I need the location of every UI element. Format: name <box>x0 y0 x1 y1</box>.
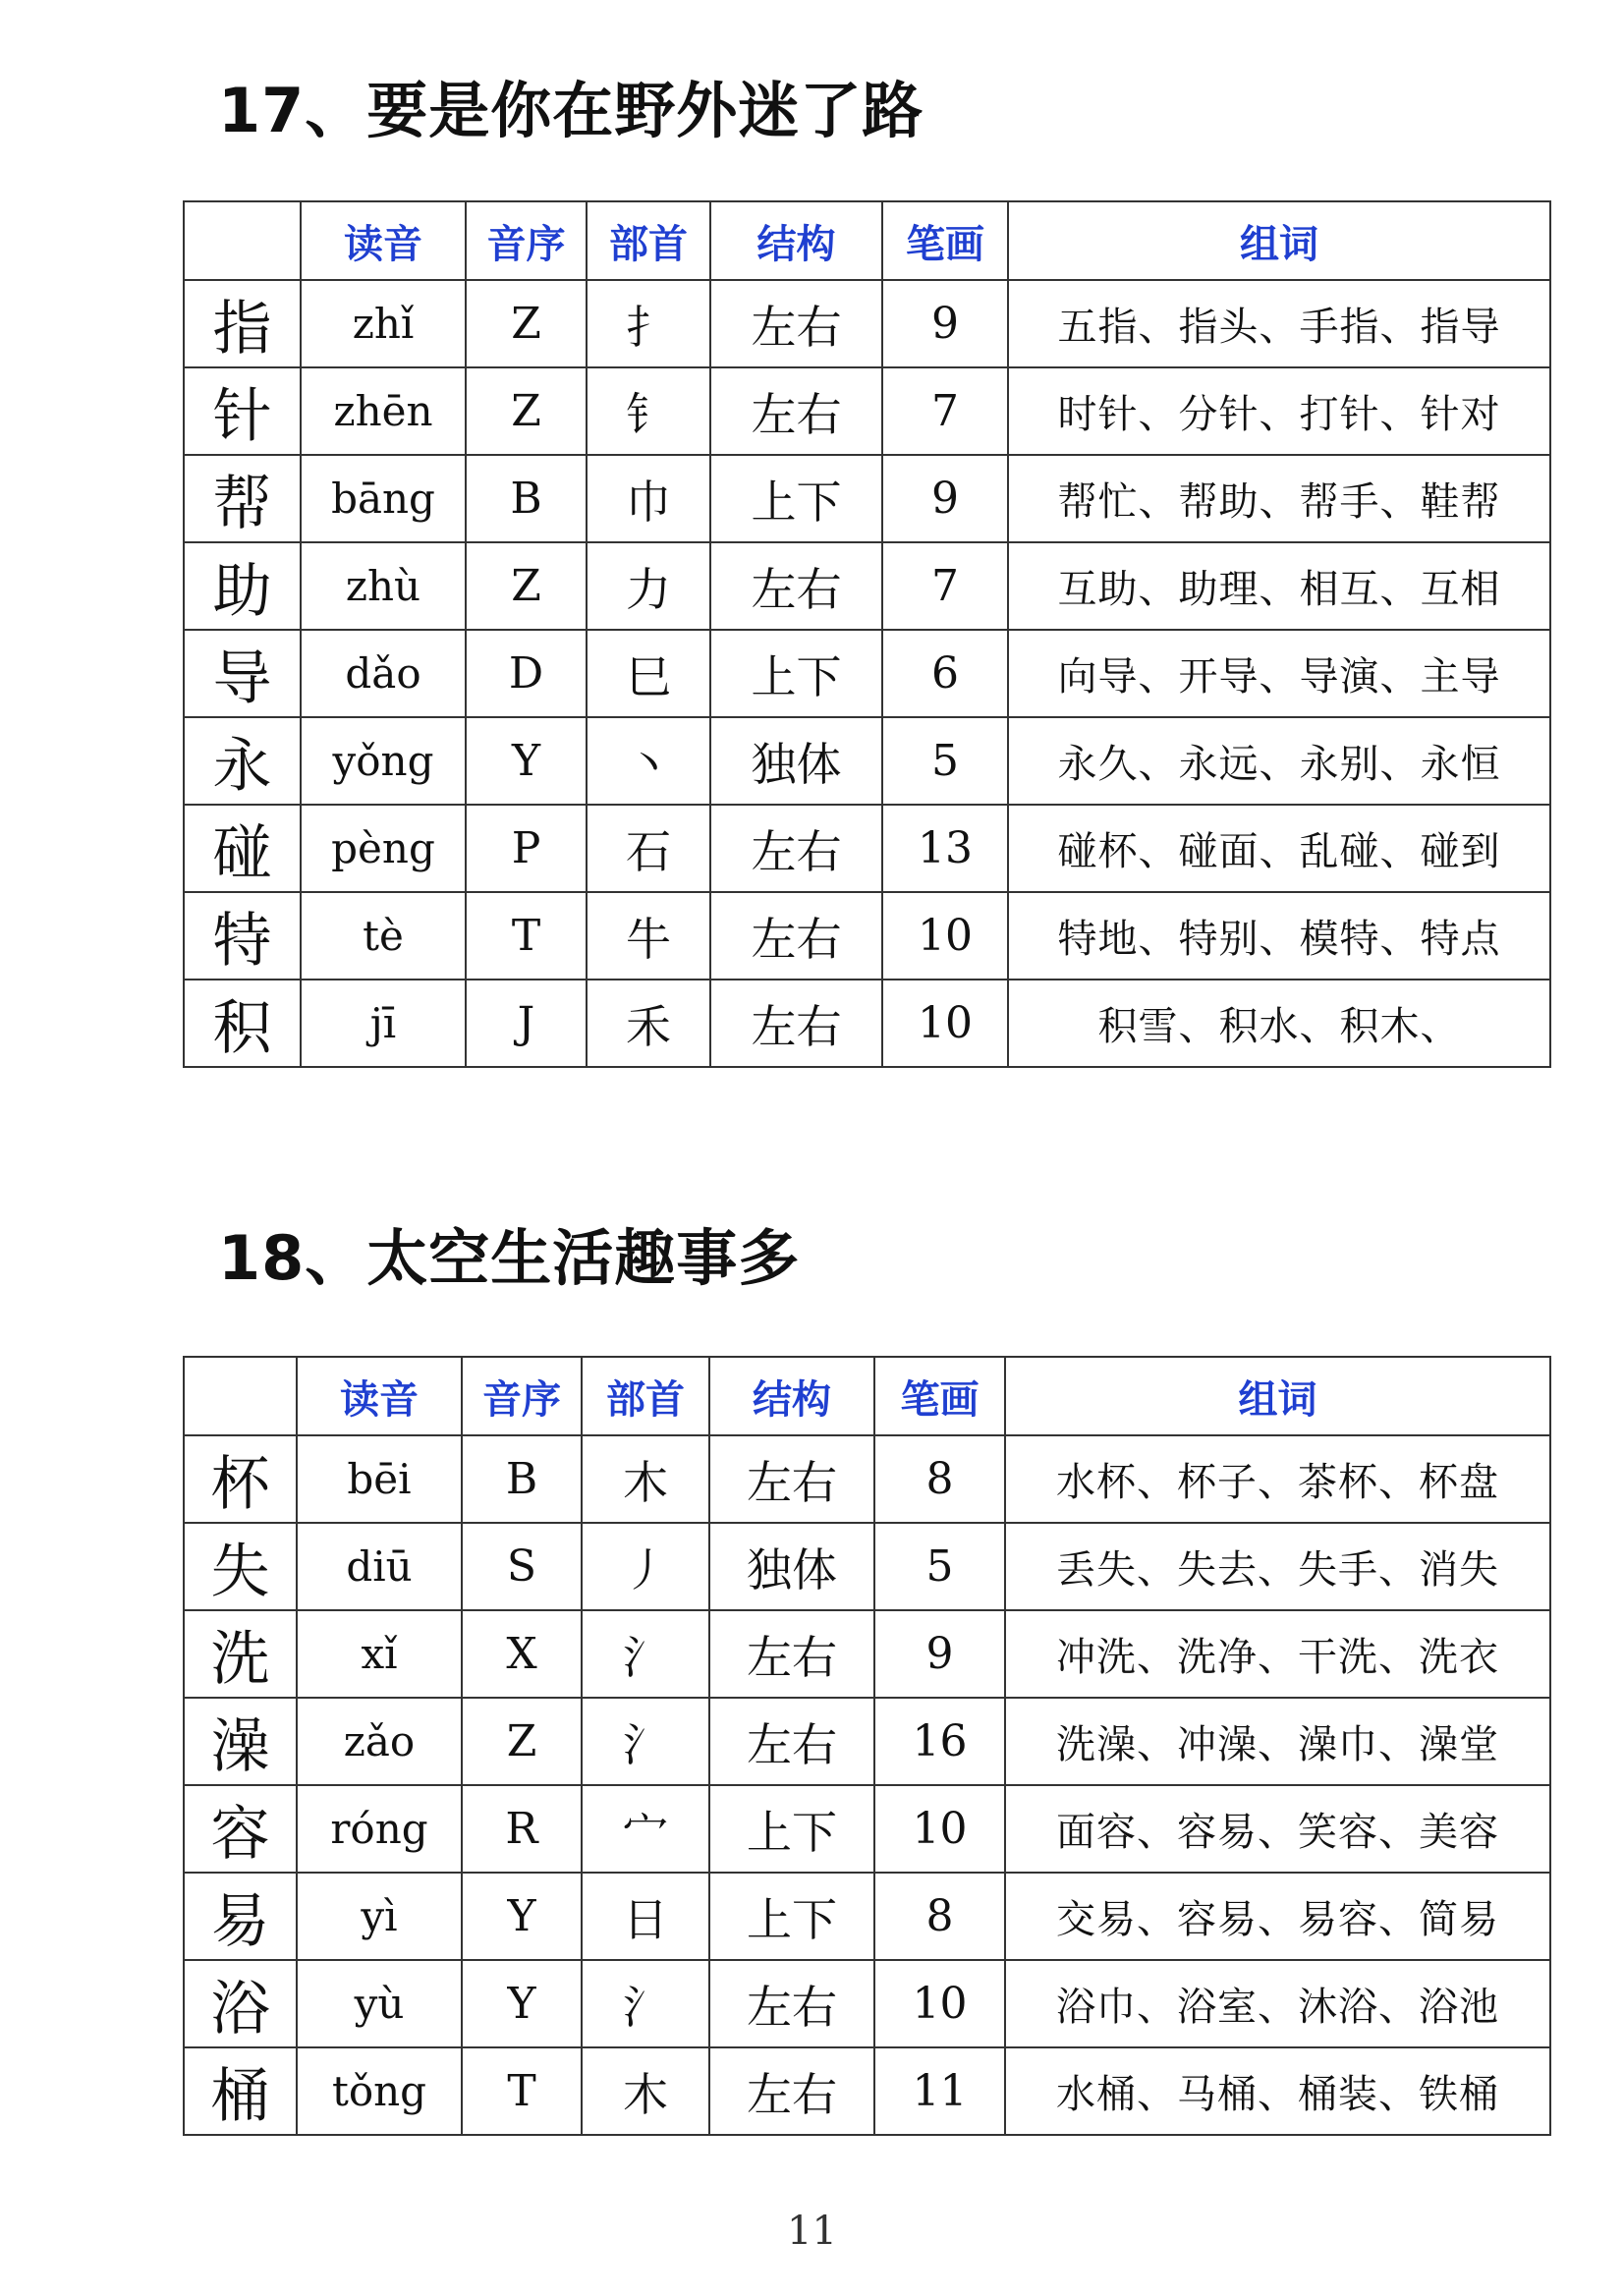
letter-cell: T <box>466 892 587 980</box>
strokes-cell: 11 <box>874 2047 1005 2135</box>
words-cell: 碰杯、碰面、乱碰、碰到 <box>1008 805 1550 892</box>
letter-cell: Y <box>462 1873 582 1960</box>
letter-cell: Y <box>466 717 587 805</box>
radical-cell: 牛 <box>587 892 710 980</box>
words-cell: 洗澡、冲澡、澡巾、澡堂 <box>1005 1698 1550 1785</box>
strokes-cell: 7 <box>882 542 1008 630</box>
structure-cell: 上下 <box>709 1785 874 1873</box>
char-cell: 积 <box>184 980 301 1067</box>
letter-cell: B <box>466 455 587 542</box>
letter-cell: Z <box>466 367 587 455</box>
radical-cell: 木 <box>582 1435 709 1523</box>
header-pinyin: 读音 <box>297 1357 462 1435</box>
radical-cell: 钅 <box>587 367 710 455</box>
words-cell: 特地、特别、模特、特点 <box>1008 892 1550 980</box>
strokes-cell: 8 <box>874 1873 1005 1960</box>
letter-cell: P <box>466 805 587 892</box>
strokes-cell: 10 <box>874 1785 1005 1873</box>
letter-cell: Z <box>462 1698 582 1785</box>
header-words: 组词 <box>1005 1357 1550 1435</box>
char-cell: 失 <box>184 1523 297 1610</box>
char-cell: 特 <box>184 892 301 980</box>
table-row <box>184 455 1550 542</box>
words-cell: 浴巾、浴室、沐浴、浴池 <box>1005 1960 1550 2047</box>
structure-cell: 独体 <box>709 1523 874 1610</box>
table-row <box>184 1610 1550 1698</box>
strokes-cell: 9 <box>874 1610 1005 1698</box>
char-cell: 容 <box>184 1785 297 1873</box>
structure-cell: 左右 <box>710 367 882 455</box>
table-header-row <box>184 1357 1550 1435</box>
radical-cell: 氵 <box>582 1960 709 2047</box>
pinyin-cell: zǎo <box>297 1698 462 1785</box>
pinyin-cell: jī <box>301 980 466 1067</box>
strokes-cell: 8 <box>874 1435 1005 1523</box>
table-row <box>184 630 1550 717</box>
radical-cell: 丶 <box>587 717 710 805</box>
table-row <box>184 1873 1550 1960</box>
pinyin-cell: diū <box>297 1523 462 1610</box>
structure-cell: 上下 <box>710 455 882 542</box>
letter-cell: B <box>462 1435 582 1523</box>
radical-cell: 扌 <box>587 280 710 367</box>
strokes-cell: 9 <box>882 280 1008 367</box>
header-strokes: 笔画 <box>882 201 1008 280</box>
char-cell: 导 <box>184 630 301 717</box>
words-cell: 面容、容易、笑容、美容 <box>1005 1785 1550 1873</box>
pinyin-cell: bāng <box>301 455 466 542</box>
table-row <box>184 805 1550 892</box>
table-row <box>184 980 1550 1067</box>
words-cell: 水桶、马桶、桶装、铁桶 <box>1005 2047 1550 2135</box>
char-cell: 桶 <box>184 2047 297 2135</box>
radical-cell: 石 <box>587 805 710 892</box>
table-row <box>184 1698 1550 1785</box>
page-number: 11 <box>787 2209 837 2254</box>
lesson-17-vocab-table <box>183 200 1551 1068</box>
words-cell: 积雪、积水、积木、 <box>1008 980 1550 1067</box>
strokes-cell: 13 <box>882 805 1008 892</box>
char-cell: 洗 <box>184 1610 297 1698</box>
strokes-cell: 10 <box>882 892 1008 980</box>
structure-cell: 左右 <box>710 280 882 367</box>
table-row <box>184 892 1550 980</box>
char-cell: 杯 <box>184 1435 297 1523</box>
header-strokes: 笔画 <box>874 1357 1005 1435</box>
radical-cell: 氵 <box>582 1698 709 1785</box>
table-row <box>184 367 1550 455</box>
header-pinyin: 读音 <box>301 201 466 280</box>
char-cell: 永 <box>184 717 301 805</box>
table-row <box>184 1523 1550 1610</box>
words-cell: 向导、开导、导演、主导 <box>1008 630 1550 717</box>
header-structure: 结构 <box>710 201 882 280</box>
letter-cell: T <box>462 2047 582 2135</box>
structure-cell: 左右 <box>709 1698 874 1785</box>
char-cell: 指 <box>184 280 301 367</box>
pinyin-cell: zhù <box>301 542 466 630</box>
header-char <box>184 1357 297 1435</box>
pinyin-cell: yǒng <box>301 717 466 805</box>
char-cell: 易 <box>184 1873 297 1960</box>
pinyin-cell: zhēn <box>301 367 466 455</box>
char-cell: 针 <box>184 367 301 455</box>
strokes-cell: 5 <box>874 1523 1005 1610</box>
structure-cell: 左右 <box>710 542 882 630</box>
radical-cell: 宀 <box>582 1785 709 1873</box>
structure-cell: 左右 <box>710 980 882 1067</box>
letter-cell: Y <box>462 1960 582 2047</box>
radical-cell: 巳 <box>587 630 710 717</box>
strokes-cell: 10 <box>874 1960 1005 2047</box>
words-cell: 水杯、杯子、茶杯、杯盘 <box>1005 1435 1550 1523</box>
table-row <box>184 280 1550 367</box>
letter-cell: X <box>462 1610 582 1698</box>
pinyin-cell: róng <box>297 1785 462 1873</box>
radical-cell: 木 <box>582 2047 709 2135</box>
pinyin-cell: bēi <box>297 1435 462 1523</box>
pinyin-cell: yì <box>297 1873 462 1960</box>
letter-cell: Z <box>466 542 587 630</box>
letter-cell: R <box>462 1785 582 1873</box>
pinyin-cell: pèng <box>301 805 466 892</box>
pinyin-cell: yù <box>297 1960 462 2047</box>
char-cell: 澡 <box>184 1698 297 1785</box>
strokes-cell: 16 <box>874 1698 1005 1785</box>
char-cell: 助 <box>184 542 301 630</box>
radical-cell: 力 <box>587 542 710 630</box>
pinyin-cell: tè <box>301 892 466 980</box>
lesson-18-vocab-table <box>183 1356 1551 2136</box>
strokes-cell: 6 <box>882 630 1008 717</box>
header-letter: 音序 <box>462 1357 582 1435</box>
pinyin-cell: xǐ <box>297 1610 462 1698</box>
letter-cell: Z <box>466 280 587 367</box>
structure-cell: 左右 <box>709 1435 874 1523</box>
words-cell: 互助、助理、相互、互相 <box>1008 542 1550 630</box>
letter-cell: S <box>462 1523 582 1610</box>
table-header-row <box>184 201 1550 280</box>
char-cell: 帮 <box>184 455 301 542</box>
lesson-18-title: 18、太空生活趣事多 <box>218 1222 801 1294</box>
structure-cell: 左右 <box>709 2047 874 2135</box>
header-radical: 部首 <box>587 201 710 280</box>
words-cell: 永久、永远、永别、永恒 <box>1008 717 1550 805</box>
strokes-cell: 10 <box>882 980 1008 1067</box>
pinyin-cell: dǎo <box>301 630 466 717</box>
table-row <box>184 542 1550 630</box>
radical-cell: 氵 <box>582 1610 709 1698</box>
header-char <box>184 201 301 280</box>
header-words: 组词 <box>1008 201 1550 280</box>
strokes-cell: 9 <box>882 455 1008 542</box>
radical-cell: 巾 <box>587 455 710 542</box>
structure-cell: 左右 <box>710 805 882 892</box>
strokes-cell: 5 <box>882 717 1008 805</box>
letter-cell: J <box>466 980 587 1067</box>
structure-cell: 左右 <box>709 1960 874 2047</box>
structure-cell: 上下 <box>709 1873 874 1960</box>
radical-cell: 日 <box>582 1873 709 1960</box>
lesson-17-title: 17、要是你在野外迷了路 <box>218 75 924 146</box>
table-row <box>184 1960 1550 2047</box>
char-cell: 浴 <box>184 1960 297 2047</box>
radical-cell: 禾 <box>587 980 710 1067</box>
structure-cell: 左右 <box>709 1610 874 1698</box>
header-letter: 音序 <box>466 201 587 280</box>
table-row <box>184 2047 1550 2135</box>
structure-cell: 独体 <box>710 717 882 805</box>
header-radical: 部首 <box>582 1357 709 1435</box>
words-cell: 交易、容易、易容、简易 <box>1005 1873 1550 1960</box>
structure-cell: 左右 <box>710 892 882 980</box>
words-cell: 五指、指头、手指、指导 <box>1008 280 1550 367</box>
words-cell: 冲洗、洗净、干洗、洗衣 <box>1005 1610 1550 1698</box>
header-structure: 结构 <box>709 1357 874 1435</box>
pinyin-cell: zhǐ <box>301 280 466 367</box>
char-cell: 碰 <box>184 805 301 892</box>
words-cell: 丢失、失去、失手、消失 <box>1005 1523 1550 1610</box>
words-cell: 帮忙、帮助、帮手、鞋帮 <box>1008 455 1550 542</box>
strokes-cell: 7 <box>882 367 1008 455</box>
table-row <box>184 1785 1550 1873</box>
radical-cell: 丿 <box>582 1523 709 1610</box>
structure-cell: 上下 <box>710 630 882 717</box>
pinyin-cell: tǒng <box>297 2047 462 2135</box>
table-row <box>184 1435 1550 1523</box>
words-cell: 时针、分针、打针、针对 <box>1008 367 1550 455</box>
letter-cell: D <box>466 630 587 717</box>
table-row <box>184 717 1550 805</box>
